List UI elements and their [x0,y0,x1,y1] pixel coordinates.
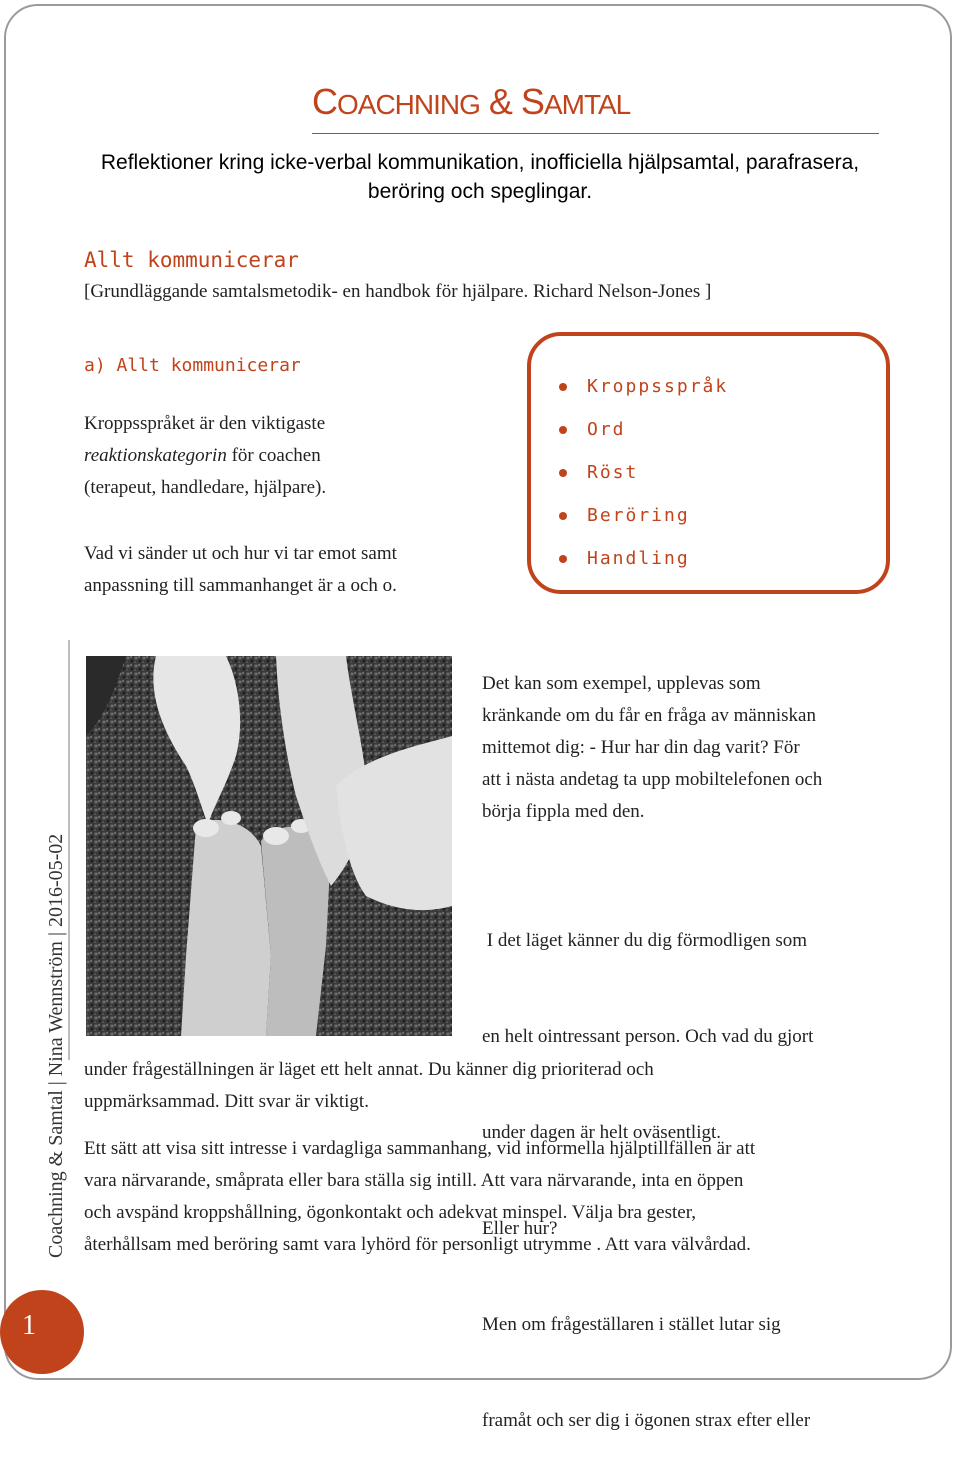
source-citation: [Grundläggande samtalsmetodik- en handbok för hjälpare. Richard Nelson-Jones ] [84,281,712,302]
article-paragraph-2: I det läget känner du dig förmodligen som en helt ointressant person. Och vad du gjort under dagen är helt oväsentligt. Eller hur? Men om frågeställaren i stället lutar sig framåt och ser dig i ögonen strax efter eller [482,930,814,1431]
subsection-heading: a) Allt kommunicerar [84,355,301,376]
bullet-icon [559,426,567,434]
article-paragraph-1: Det kan som exempel, upplevas som kränkande om du får en fråga av människan mittemot dig: - Hur har din dag varit? För att i nästa andetag ta upp mobiltelefonen och börja fippla med den. [482,673,823,822]
list-item: Röst [587,460,728,503]
title-underline [312,133,879,134]
bullet-icon [559,469,567,477]
bullet-icon [559,512,567,520]
page-number-badge [0,1290,84,1374]
page-number: 1 [22,1310,36,1341]
sidebar-footer-text: Coachning & Samtal | Nina Wennström | 2016-05-02 [45,833,67,1258]
hands-and-feet-photo [86,656,452,1036]
list-item: Handling [587,546,728,589]
intro-paragraph: Kroppsspråket är den viktigaste reaktionskategorin för coachen (terapeut, handledare, hjälpare). [84,413,327,498]
bullet-icon [559,383,567,391]
article-paragraph-2-continued: under frågeställningen är läget ett helt annat. Du känner dig prioriterad och uppmärksammad. Ditt svar är viktigt. [84,1059,654,1112]
bullet-icon [559,555,567,563]
sidebar-divider [68,640,70,1060]
page-title: COACHNING & SAMTAL [312,81,631,122]
list-item: Beröring [587,503,728,546]
communication-channels-box [527,332,890,594]
second-paragraph: Vad vi sänder ut och hur vi tar emot samt anpassning till sammanhanget är a och o. [84,543,397,596]
list-item: Ord [587,417,728,460]
list-item: Kroppsspråk [587,374,728,417]
article-paragraph-3: Ett sätt att visa sitt intresse i vardagliga sammanhang, vid informella hjälptillfällen är att vara närvarande, småprata eller bara ställa sig intill. Att vara närvarande, inta en öppen och avspänd kroppshållning, ögonkontakt och adekvat minspel. Välja bra gester, återhållsam med beröring samt vara lyhörd för personligt utrymme . Att vara välvårdad. [84,1138,756,1255]
section-heading: Allt kommunicerar [84,248,299,272]
page-subtitle: Reflektioner kring icke-verbal kommunikation, inofficiella hjälpsamtal, parafrasera, beröring och speglingar. [100,151,860,203]
